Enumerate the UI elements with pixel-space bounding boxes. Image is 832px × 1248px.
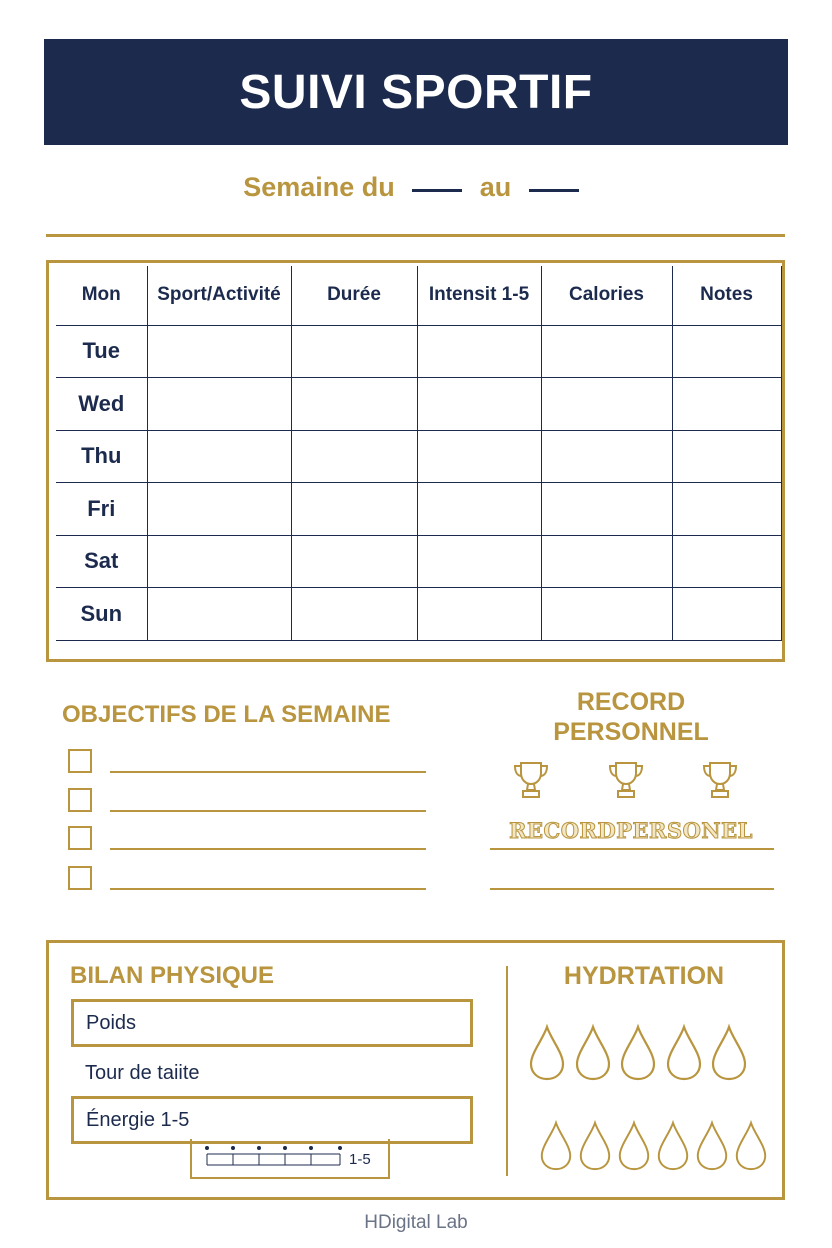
table-cell[interactable] — [147, 430, 291, 483]
table-cell[interactable] — [147, 535, 291, 588]
record-line[interactable] — [490, 848, 774, 850]
table-cell[interactable] — [291, 535, 417, 588]
water-drop-icon[interactable] — [696, 1118, 728, 1174]
hydration-title: HYDRTATION — [563, 962, 725, 990]
table-cell[interactable] — [672, 325, 781, 378]
water-drop-icon[interactable] — [657, 1118, 689, 1174]
column-header: Mon — [56, 266, 147, 325]
table-cell[interactable] — [541, 588, 672, 641]
column-header: Notes — [672, 266, 781, 325]
day-label: Fri — [56, 483, 147, 536]
water-drop-icon[interactable] — [618, 1118, 650, 1174]
trophy-icon — [607, 760, 645, 800]
day-label: Tue — [56, 325, 147, 378]
goal-item — [68, 866, 428, 892]
day-label: Wed — [56, 378, 147, 431]
table-row — [56, 325, 781, 378]
week-end-blank[interactable] — [529, 189, 579, 192]
goal-line[interactable] — [110, 888, 426, 890]
table-cell[interactable] — [291, 430, 417, 483]
week-middle: au — [479, 172, 512, 202]
table-cell[interactable] — [541, 325, 672, 378]
weight-label: Poids — [86, 1011, 137, 1034]
activity-table-frame — [46, 260, 785, 662]
table-cell[interactable] — [291, 588, 417, 641]
day-label: Sun — [56, 588, 147, 641]
table-cell[interactable] — [291, 378, 417, 431]
goal-checkbox[interactable] — [68, 788, 92, 812]
page-title: SUIVI SPORTIF — [239, 65, 593, 119]
week-prefix: Semaine du — [243, 172, 395, 202]
table-cell[interactable] — [541, 430, 672, 483]
table-row — [56, 535, 781, 588]
day-label: Thu — [56, 430, 147, 483]
table-cell[interactable] — [417, 535, 541, 588]
water-drop-icon[interactable] — [620, 1022, 656, 1084]
table-row — [56, 588, 781, 641]
table-cell[interactable] — [147, 378, 291, 431]
water-drop-icon[interactable] — [575, 1022, 611, 1084]
table-cell[interactable] — [541, 483, 672, 536]
energy-field[interactable] — [71, 1096, 473, 1144]
table-cell[interactable] — [672, 430, 781, 483]
table-row — [56, 378, 781, 431]
trophy-icon — [512, 760, 550, 800]
table-cell[interactable] — [417, 378, 541, 431]
column-header: Intensit 1-5 — [417, 266, 541, 325]
goal-checkbox[interactable] — [68, 749, 92, 773]
day-label: Sat — [56, 535, 147, 588]
energy-scale-ruler[interactable] — [205, 1145, 345, 1167]
table-cell[interactable] — [417, 325, 541, 378]
goals-title: OBJECTIFS DE LA SEMAINE — [62, 701, 391, 728]
header-banner — [44, 39, 788, 145]
energy-label: Énergie 1-5 — [86, 1108, 190, 1131]
goal-item — [68, 788, 428, 814]
record-title-line1: RECORD — [576, 688, 686, 716]
section-divider — [506, 966, 508, 1176]
table-header-row — [56, 266, 781, 325]
table-cell[interactable] — [672, 378, 781, 431]
goal-checkbox[interactable] — [68, 866, 92, 890]
table-cell[interactable] — [147, 483, 291, 536]
activity-table — [56, 266, 782, 641]
record-banner: RECORDPERSONEL — [509, 818, 753, 843]
goal-line[interactable] — [110, 848, 426, 850]
record-line[interactable] — [490, 888, 774, 890]
column-header: Durée — [291, 266, 417, 325]
table-cell[interactable] — [147, 588, 291, 641]
bilan-title: BILAN PHYSIQUE — [70, 962, 275, 989]
water-drop-icon[interactable] — [529, 1022, 565, 1084]
water-drop-icon[interactable] — [711, 1022, 747, 1084]
record-title-line2: PERSONNEL — [553, 718, 709, 746]
week-start-blank[interactable] — [412, 189, 462, 192]
water-drop-icon[interactable] — [666, 1022, 702, 1084]
goal-item — [68, 826, 428, 852]
table-cell[interactable] — [417, 430, 541, 483]
table-cell[interactable] — [672, 588, 781, 641]
divider-line — [46, 234, 785, 237]
water-drop-icon[interactable] — [540, 1118, 572, 1174]
table-cell[interactable] — [541, 535, 672, 588]
table-row — [56, 430, 781, 483]
footer-brand: HDigital Lab — [364, 1212, 468, 1233]
goal-item — [68, 749, 428, 775]
table-cell[interactable] — [291, 483, 417, 536]
weight-field[interactable] — [71, 999, 473, 1047]
water-drop-icon[interactable] — [735, 1118, 767, 1174]
goal-line[interactable] — [110, 810, 426, 812]
week-range — [0, 172, 832, 203]
table-cell[interactable] — [291, 325, 417, 378]
trophy-icon — [701, 760, 739, 800]
goal-line[interactable] — [110, 771, 426, 773]
column-header: Calories — [541, 266, 672, 325]
table-cell[interactable] — [417, 588, 541, 641]
goal-checkbox[interactable] — [68, 826, 92, 850]
table-cell[interactable] — [672, 535, 781, 588]
table-row — [56, 483, 781, 536]
water-drop-icon[interactable] — [579, 1118, 611, 1174]
waist-label: Tour de taiite — [85, 1062, 200, 1084]
table-cell[interactable] — [417, 483, 541, 536]
record-title — [490, 687, 772, 747]
table-cell[interactable] — [672, 483, 781, 536]
column-header: Sport/Activité — [147, 266, 291, 325]
energy-scale-label: 1-5 — [349, 1151, 371, 1168]
table-cell[interactable] — [541, 378, 672, 431]
table-cell[interactable] — [147, 325, 291, 378]
